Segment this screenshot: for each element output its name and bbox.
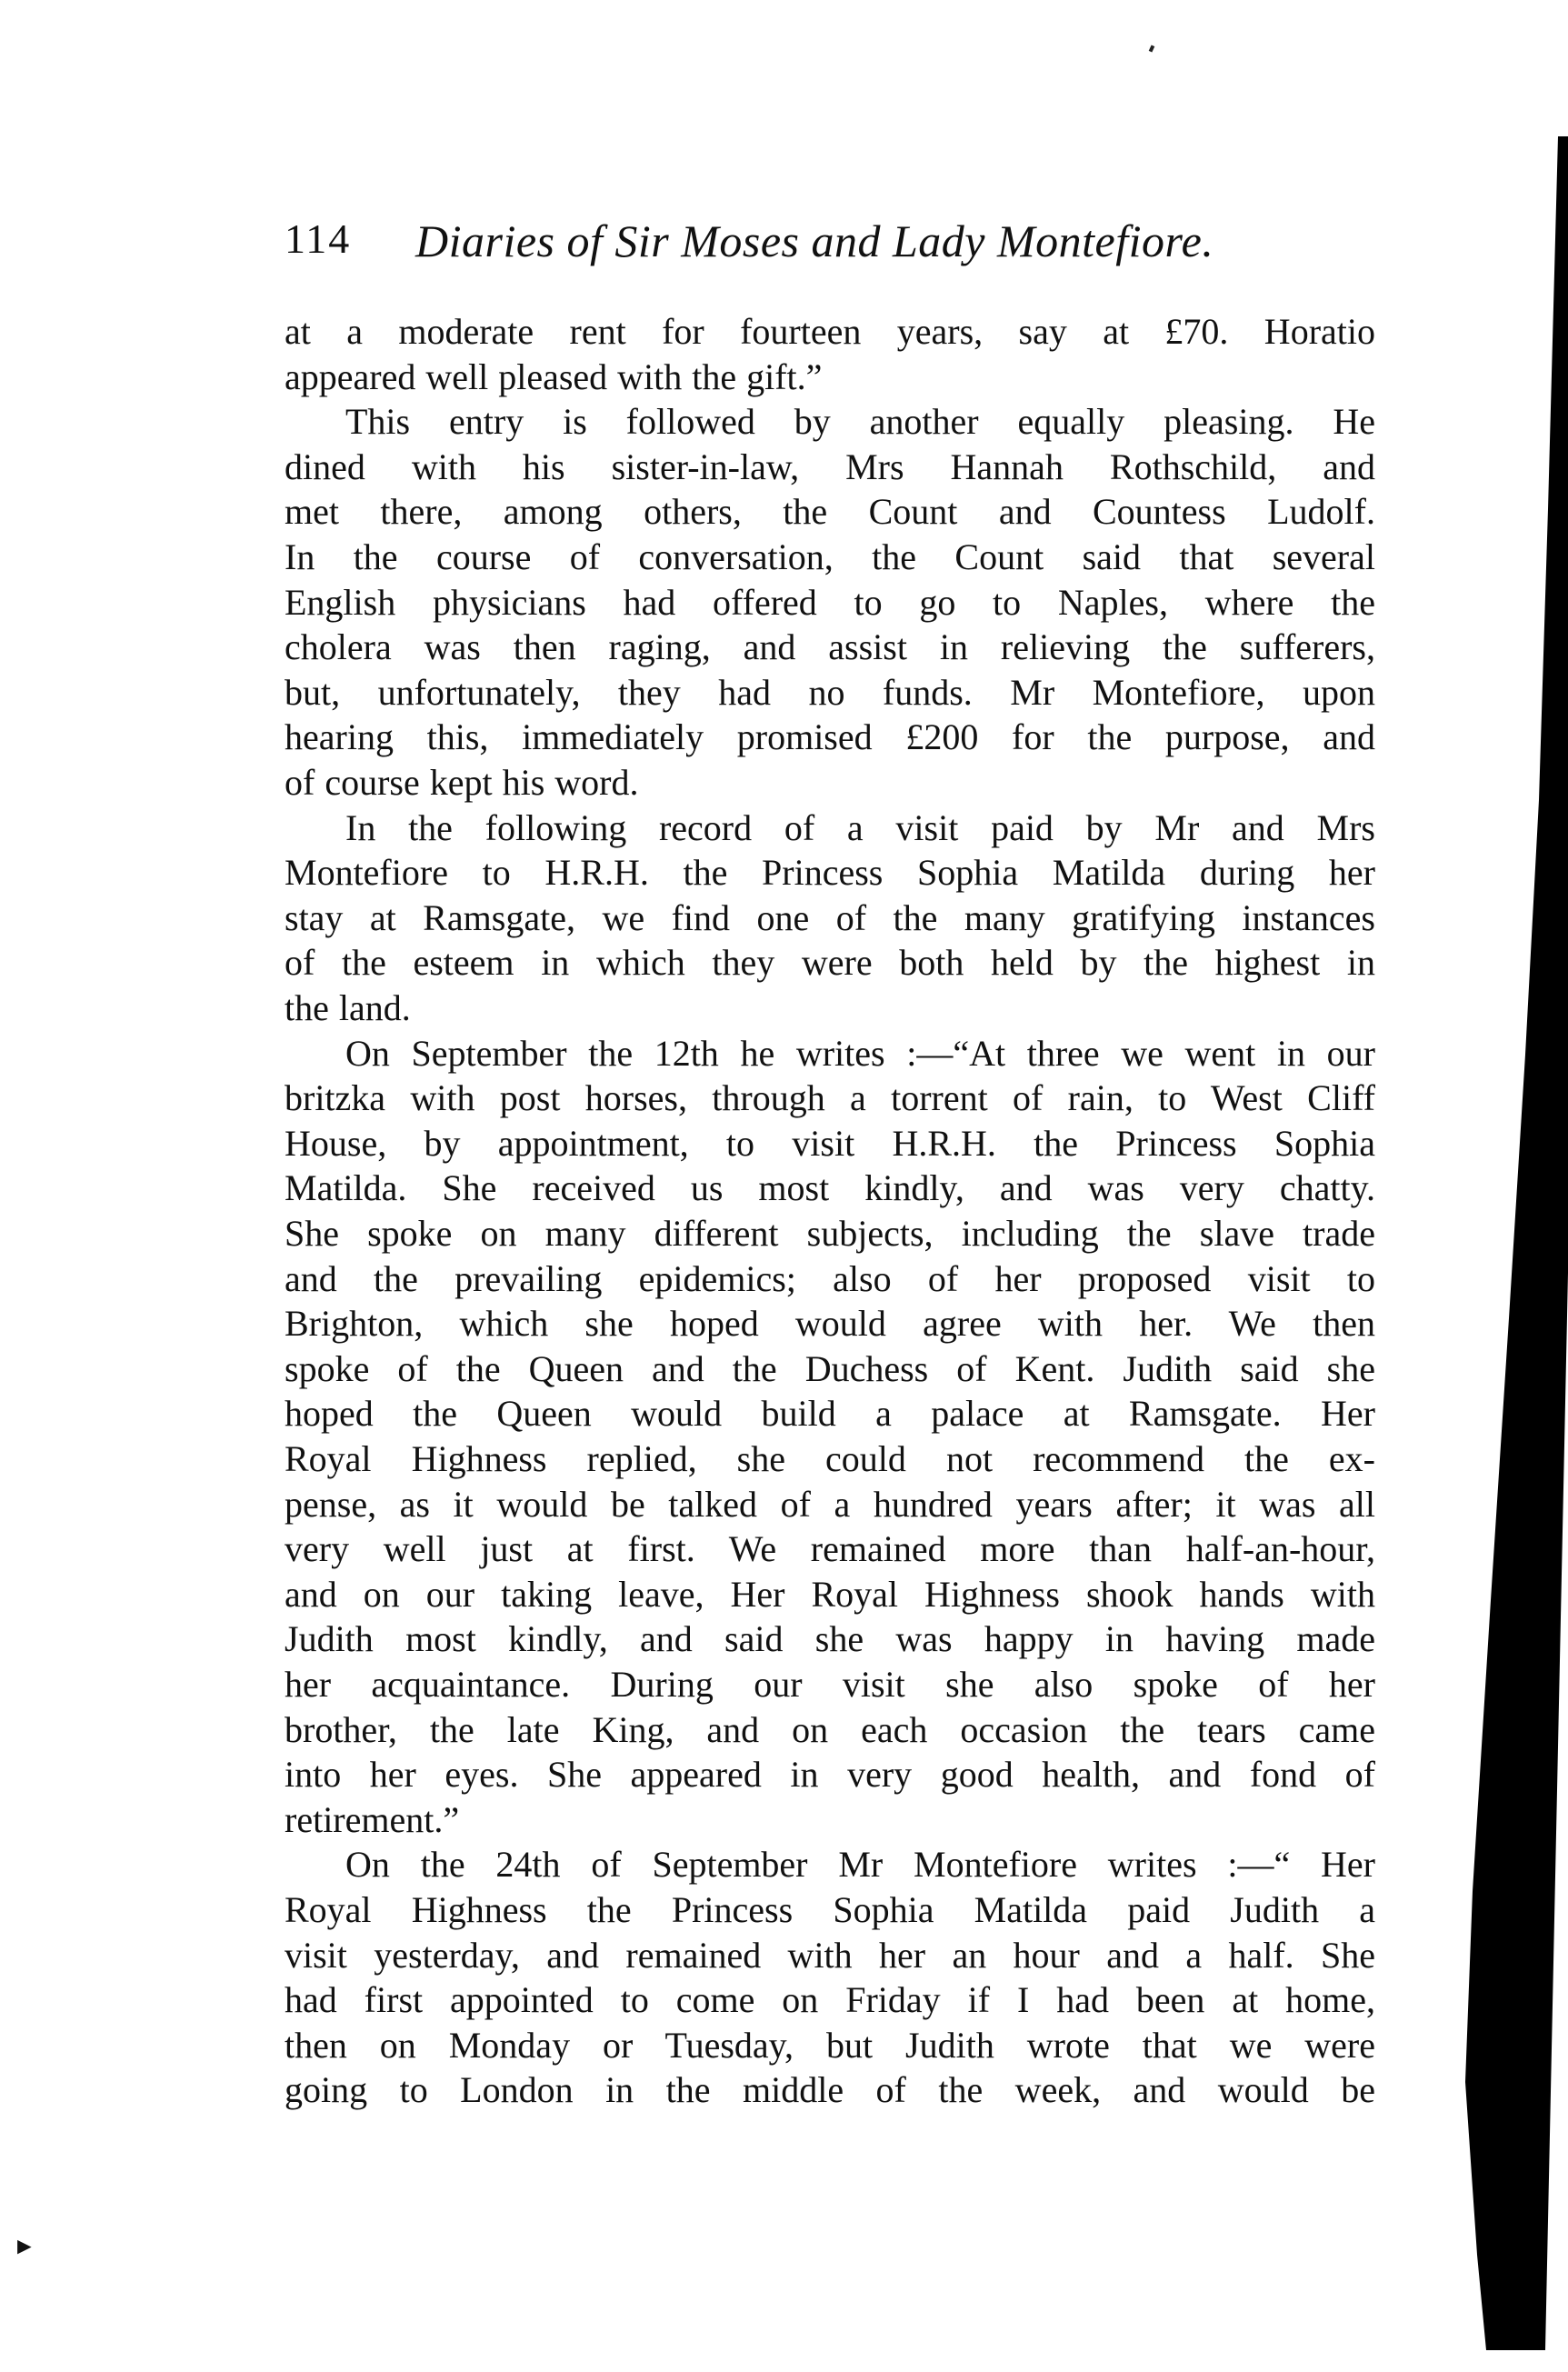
text-line: very well just at first. We remained more than half-an-hour,	[285, 1528, 1375, 1570]
text-line: then on Monday or Tuesday, but Judith wrote that we were	[285, 2024, 1375, 2066]
text-line: brother, the late King, and on each occasion the tears came	[285, 1708, 1375, 1750]
text-line: of course kept his word.	[285, 762, 639, 803]
text-line: and on our taking leave, Her Royal Highness shook hands with	[285, 1573, 1375, 1615]
text-line: On the 24th of September Mr Montefiore writes :—“ Her	[345, 1844, 1375, 1886]
text-line: retirement.”	[285, 1798, 460, 1840]
ink-speck	[1149, 45, 1155, 52]
text-line: In the course of conversation, the Count said that several	[285, 536, 1375, 577]
text-line: On September the 12th he writes :—“At three we went in our	[345, 1032, 1375, 1074]
text-line: going to London in the middle of the week, and would be	[285, 2069, 1375, 2111]
text-line: hoped the Queen would build a palace at Ramsgate. Her	[285, 1393, 1375, 1435]
text-line: Royal Highness replied, she could not recommend the ex-	[285, 1438, 1375, 1479]
text-line: appeared well pleased with the gift.”	[285, 355, 823, 397]
text-line: stay at Ramsgate, we find one of the many gratifying instances	[285, 896, 1375, 938]
text-line: but, unfortunately, they had no funds. Mr Montefiore, upon	[285, 671, 1375, 713]
text-line: Matilda. She received us most kindly, and was very chatty.	[285, 1167, 1375, 1209]
text-line: English physicians had offered to go to Naples, where the	[285, 581, 1375, 623]
text-line: hearing this, immediately promised £200 for the purpose, and	[285, 716, 1375, 758]
text-line: House, by appointment, to visit H.R.H. the Princess Sophia	[285, 1122, 1375, 1164]
text-line: of the esteem in which they were both held by the highest in	[285, 942, 1375, 984]
text-line: britzka with post horses, through a torrent of rain, to West Cliff	[285, 1077, 1375, 1119]
text-line: at a moderate rent for fourteen years, say at £70. Horatio	[285, 311, 1375, 352]
text-line: Brighton, which she hoped would agree with her. We then	[285, 1303, 1375, 1345]
page-number: 114	[285, 215, 352, 262]
text-line: pense, as it would be talked of a hundred years after; it was all	[285, 1483, 1375, 1525]
text-line: the land.	[285, 987, 411, 1028]
text-line: In the following record of a visit paid by Mr and Mrs	[345, 806, 1375, 848]
text-line: her acquaintance. During our visit she also spoke of her	[285, 1664, 1375, 1705]
text-line: Royal Highness the Princess Sophia Matilda paid Judith a	[285, 1889, 1375, 1930]
triangle-right-icon: ►	[13, 2233, 36, 2259]
page-header	[285, 215, 1375, 269]
text-line: into her eyes. She appeared in very good health, and fond of	[285, 1754, 1375, 1796]
text-line: and the prevailing epidemics; also of her proposed visit to	[285, 1257, 1375, 1299]
text-line: This entry is followed by another equally pleasing. He	[345, 401, 1375, 443]
text-line: dined with his sister-in-law, Mrs Hannah Rothschild, and	[285, 445, 1375, 487]
text-line: met there, among others, the Count and Countess Ludolf.	[285, 491, 1375, 533]
text-line: Judith most kindly, and said she was happy in having made	[285, 1618, 1375, 1660]
binding-shadow-shape	[1465, 136, 1568, 2350]
text-line: spoke of the Queen and the Duchess of Kent. Judith said she	[285, 1347, 1375, 1389]
text-line: had first appointed to come on Friday if I had been at home,	[285, 1979, 1375, 2021]
text-line: Montefiore to H.R.H. the Princess Sophia Matilda during her	[285, 852, 1375, 894]
text-line: visit yesterday, and remained with her an hour and a half. She	[285, 1934, 1375, 1976]
text-line: cholera was then raging, and assist in relieving the sufferers,	[285, 626, 1375, 668]
text-line: She spoke on many different subjects, including the slave trade	[285, 1213, 1375, 1254]
running-title: Diaries of Sir Moses and Lady Montefiore.	[415, 215, 1214, 266]
